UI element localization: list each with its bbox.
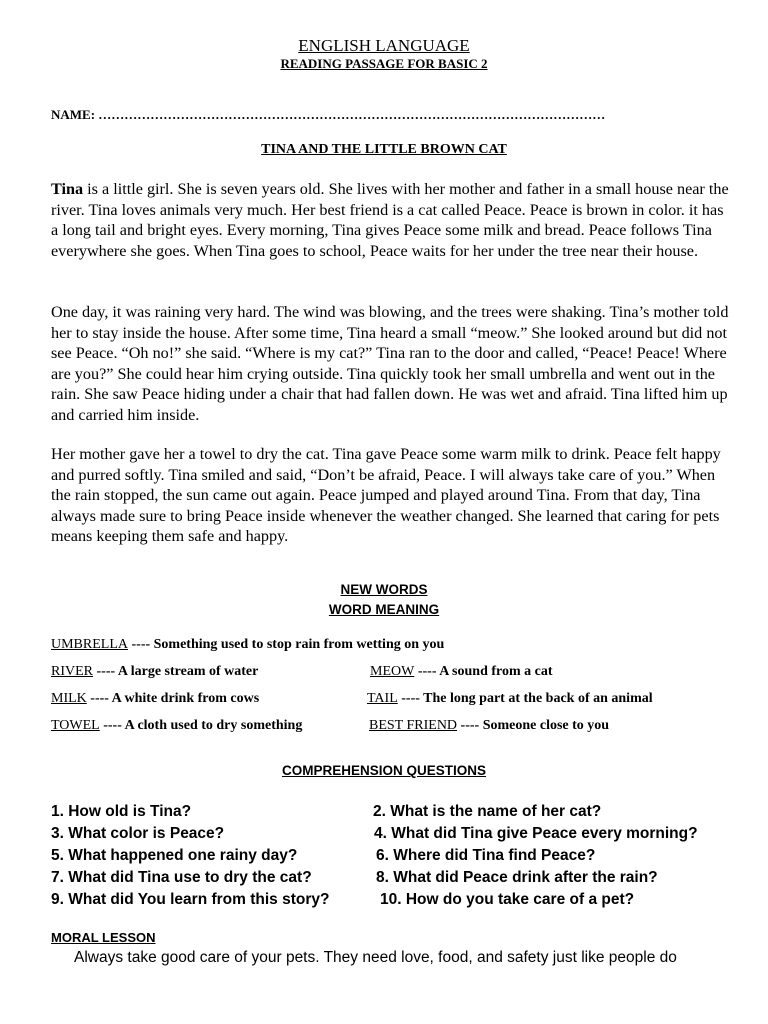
question-2: 2. What is the name of her cat? — [373, 803, 602, 820]
comprehension-heading: COMPREHENSION QUESTIONS — [281, 763, 487, 778]
vocab-meaning: ---- Someone close to you — [457, 718, 610, 733]
moral-heading: MORAL LESSON — [51, 930, 156, 945]
vocab-meaning: ---- A large stream of water — [93, 664, 259, 679]
vocab-item-best-friend — [369, 718, 609, 734]
story-title: TINA AND THE LITTLE BROWN CAT — [261, 142, 507, 157]
question-7: 7. What did Tina use to dry the cat? — [51, 869, 312, 886]
vocab-term: MILK — [51, 691, 87, 706]
question-3: 3. What color is Peace? — [51, 825, 225, 842]
vocab-item-umbrella — [51, 637, 444, 653]
vocab-term: RIVER — [51, 664, 93, 679]
question-10: 10. How do you take care of a pet? — [380, 891, 635, 908]
vocab-meaning: ---- A cloth used to dry something — [99, 718, 303, 733]
story-paragraph-1 — [51, 179, 731, 261]
new-words-heading: NEW WORDS — [340, 582, 428, 597]
story-paragraph-3: Her mother gave her a towel to dry the cat. Tina gave Peace some warm milk to drink. Peace felt happy and purred softly. Tina smiled and said, “Don’t be afraid, Peace. I will always take care of you.” When the rain stopped, the sun came out again. Peace jumped and played around Tina. From that day, Tina always made sure to bring Peace inside whenever the weather changed. She learned that caring for pets means keeping them safe and happy. — [51, 445, 721, 546]
story-lead-word: Tina — [51, 180, 84, 198]
vocab-term: UMBRELLA — [51, 637, 128, 652]
vocab-meaning: ---- The long part at the back of an animal — [397, 691, 653, 706]
question-4: 4. What did Tina give Peace every morning? — [374, 825, 698, 842]
question-5: 5. What happened one rainy day? — [51, 847, 298, 864]
name-label: NAME: — [51, 107, 96, 122]
word-meaning-heading: WORD MEANING — [328, 602, 440, 617]
document-title: ENGLISH LANGUAGE — [298, 36, 470, 55]
vocab-item-towel — [51, 718, 302, 734]
vocab-meaning: ---- A sound from a cat — [414, 664, 553, 679]
vocab-term: TAIL — [367, 691, 398, 706]
question-8: 8. What did Peace drink after the rain? — [376, 869, 658, 886]
vocab-item-river — [51, 664, 258, 680]
story-paragraph-2: One day, it was raining very hard. The wind was blowing, and the trees were shaking. Tina’s mother told her to stay inside the house. After some time, Tina heard a small “meow.” She looked around but did not see Peace. “Oh no!” she said. “Where is my cat?” Tina ran to the door and called, “Peace! Peace! Where are you?” She could hear him crying outside. Tina quickly took her small umbrella and went out in the rain. She saw Peace hiding under a chair that had fallen down. He was wet and afraid. Tina lifted him up and carried him inside. — [51, 303, 729, 424]
vocab-term: TOWEL — [51, 718, 100, 733]
vocab-meaning: ---- Something used to stop rain from wetting on you — [128, 637, 445, 652]
vocab-item-meow — [370, 664, 553, 680]
vocab-term: BEST FRIEND — [369, 718, 458, 733]
vocab-item-tail — [367, 691, 653, 707]
question-1: 1. How old is Tina? — [51, 803, 192, 820]
name-dotted-line: ……………………………………………………………………………………………………… — [98, 107, 606, 122]
vocab-item-milk — [51, 691, 259, 707]
question-9: 9. What did You learn from this story? — [51, 891, 330, 908]
document-subtitle: READING PASSAGE FOR BASIC 2 — [280, 56, 488, 71]
vocab-term: MEOW — [370, 664, 415, 679]
vocab-meaning: ---- A white drink from cows — [86, 691, 260, 706]
name-field — [51, 107, 605, 123]
moral-text: Always take good care of your pets. They need love, food, and safety just like people do — [74, 949, 677, 966]
question-6: 6. Where did Tina find Peace? — [376, 847, 596, 864]
story-paragraph-1-text: is a little girl. She is seven years old. She lives with her mother and father in a small house near the river. Tina loves animals very much. Her best friend is a cat called Peace. Peace is brown in color. it has a long tail and bright eyes. Every morning, Tina gives Peace some milk and bread. Peace follows Tina everywhere she goes. When Tina goes to school, Peace waits for her under the tree near their house. — [51, 180, 729, 260]
